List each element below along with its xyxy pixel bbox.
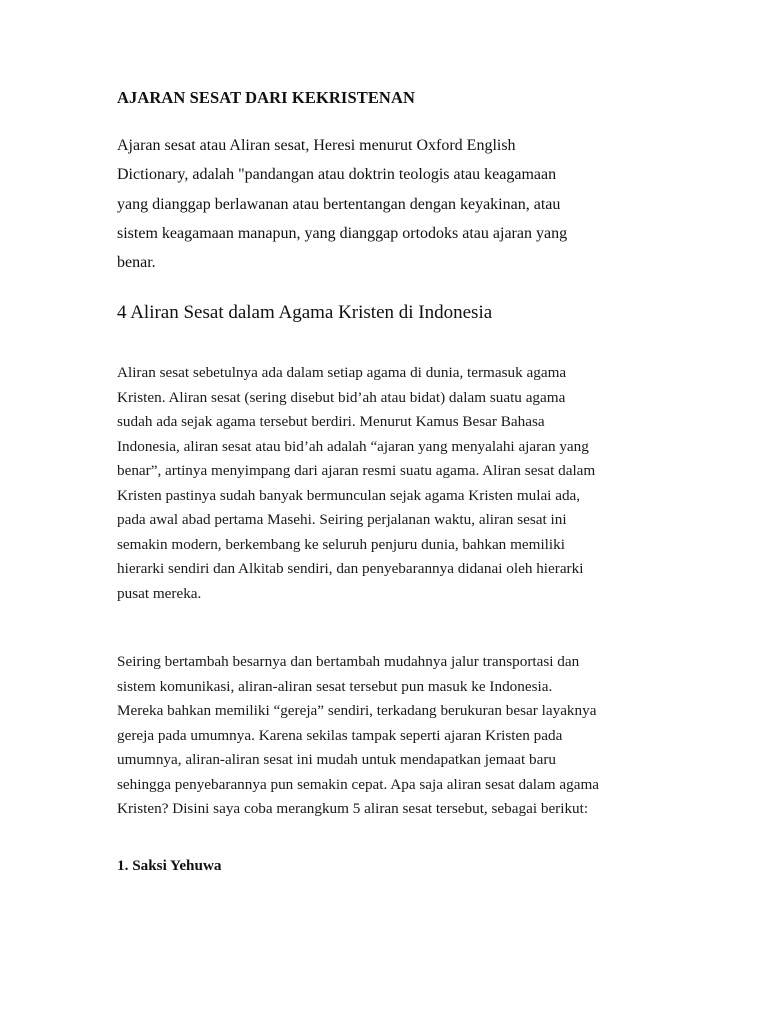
paragraph-line: Aliran sesat sebetulnya ada dalam setiap agama di dunia, termasuk agama [117,364,567,381]
intro-paragraph [117,131,642,277]
section-heading: 4 Aliran Sesat dalam Agama Kristen di Indonesia [117,302,493,323]
document-title: AJARAN SESAT DARI KEKRISTENAN [117,88,415,107]
paragraph-line: umumnya, aliran-aliran sesat ini mudah untuk mendapatkan jemaat baru [117,751,557,768]
paragraph-line: Indonesia, aliran sesat atau bid’ah adalah “ajaran yang menyalahi ajaran yang [117,437,589,455]
body-paragraph-1 [117,361,662,606]
paragraph-line: sistem komunikasi, aliran-aliran sesat tersebut pun masuk ke Indonesia. [117,677,553,695]
body-paragraph-2 [117,650,662,822]
paragraph-line: Kristen? Disini saya coba merangkum 5 aliran sesat tersebut, sebagai berikut: [117,800,589,817]
paragraph-line: Mereka bahkan memiliki “gereja” sendiri, terkadang berukuran besar layaknya [117,702,597,719]
intro-line: Ajaran sesat atau Aliran sesat, Heresi menurut Oxford English [117,137,516,154]
paragraph-line: gereja pada umumnya. Karena sekilas tampak seperti ajaran Kristen pada [117,726,563,744]
paragraph-line: pada awal abad pertama Masehi. Seiring perjalanan waktu, aliran sesat ini [117,511,567,528]
intro-line: yang dianggap berlawanan atau bertentangan dengan keyakinan, atau [117,195,561,213]
paragraph-line: sehingga penyebarannya pun semakin cepat. Apa saja aliran sesat dalam agama [117,775,600,793]
intro-line: benar. [117,254,156,272]
paragraph-line: semakin modern, berkembang ke seluruh penjuru dunia, bahkan memiliki [117,535,565,553]
intro-line: sistem keagamaan manapun, yang dianggap ortodoks atau ajaran yang [117,224,568,242]
paragraph-line: Seiring bertambah besarnya dan bertambah mudahnya jalur transportasi dan [117,653,580,670]
paragraph-line: Kristen pastinya sudah banyak bermunculan sejak agama Kristen mulai ada, [117,486,581,504]
paragraph-line: benar”, artinya menyimpang dari ajaran resmi suatu agama. Aliran sesat dalam [117,462,596,479]
list-item-heading: 1. Saksi Yehuwa [117,857,222,874]
paragraph-line: pusat mereka. [117,584,202,602]
paragraph-line: hierarki sendiri dan Alkitab sendiri, dan penyebarannya didanai oleh hierarki [117,560,584,577]
paragraph-line: sudah ada sejak agama tersebut berdiri. Menurut Kamus Besar Bahasa [117,413,545,430]
intro-line: Dictionary, adalah "pandangan atau doktrin teologis atau keagamaan [117,166,557,184]
paragraph-line: Kristen. Aliran sesat (sering disebut bid’ah atau bidat) dalam suatu agama [117,388,566,406]
